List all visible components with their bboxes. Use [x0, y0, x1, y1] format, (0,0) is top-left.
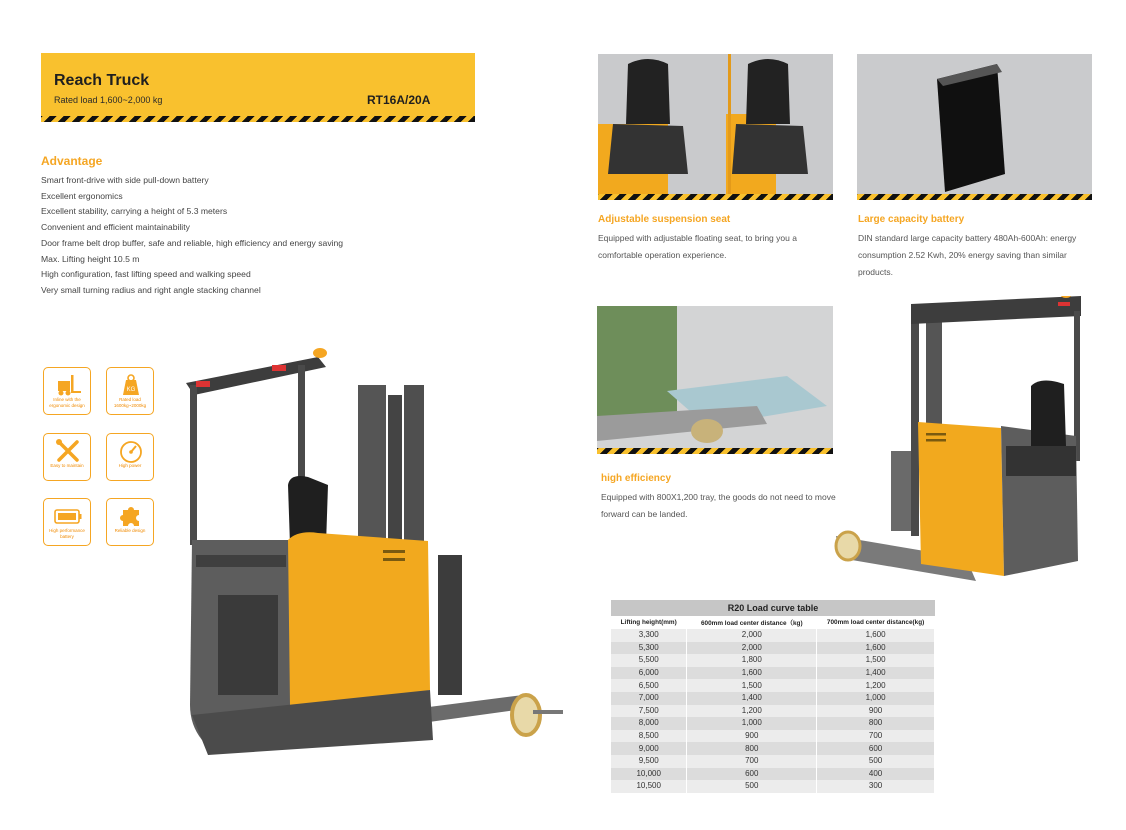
- seat-feature-title: Adjustable suspension seat: [598, 214, 731, 225]
- table-cell: 8,500: [611, 730, 687, 743]
- badge-label: Inline with the ergonomic design: [49, 397, 85, 408]
- table-cell: 1,200: [687, 705, 817, 718]
- table-row: [611, 667, 935, 680]
- list-item: Excellent ergonomics: [41, 190, 123, 201]
- badge-rated-load: [106, 367, 154, 415]
- table-row: [611, 705, 935, 718]
- battery-icon: [54, 504, 82, 528]
- table-row: [611, 654, 935, 667]
- battery-image: [857, 54, 1092, 194]
- advantage-title: Advantage: [41, 154, 103, 168]
- pallet-image: [597, 306, 833, 448]
- badge-battery: [43, 498, 91, 546]
- table-cell: 1,200: [817, 679, 935, 692]
- table-cell: 900: [817, 705, 935, 718]
- table-cell: 2,000: [687, 642, 817, 655]
- badge-reliable: [106, 498, 154, 546]
- table-row: [611, 780, 935, 793]
- badge-power: [106, 433, 154, 481]
- page-title: Reach Truck: [54, 72, 150, 89]
- badge-label: Easy to maintain: [50, 463, 84, 468]
- reach-truck-side-image: [826, 296, 1084, 586]
- battery-feature-title: Large capacity battery: [858, 214, 965, 225]
- efficiency-feature-title: high efficiency: [601, 473, 672, 484]
- table-header-row: [611, 616, 935, 629]
- header-banner: [41, 53, 475, 116]
- table-cell: 9,500: [611, 755, 687, 768]
- hazard-stripe: [857, 194, 1092, 200]
- seat-photo: [598, 54, 833, 194]
- table-cell: 8,000: [611, 717, 687, 730]
- table-cell: 1,400: [817, 667, 935, 680]
- weight-icon: [117, 373, 145, 397]
- column-header: 600mm load center distance（kg): [687, 616, 817, 629]
- table-cell: 7,000: [611, 692, 687, 705]
- table-cell: 6,000: [611, 667, 687, 680]
- table-cell: 600: [687, 768, 817, 781]
- badge-maintain: [43, 433, 91, 481]
- hazard-stripe: [597, 448, 833, 454]
- badge-label: Reliable design: [114, 528, 146, 533]
- table-cell: 1,400: [687, 692, 817, 705]
- table-row: [611, 717, 935, 730]
- table-row: [611, 742, 935, 755]
- battery-photo: [857, 54, 1092, 194]
- table-cell: 1,500: [687, 679, 817, 692]
- table-cell: 600: [817, 742, 935, 755]
- table-body: [611, 629, 935, 793]
- svg-text:KG: KG: [126, 387, 136, 393]
- table-cell: 1,800: [687, 654, 817, 667]
- list-item: Excellent stability, carrying a height of 5.3 meters: [41, 206, 228, 217]
- table-cell: 700: [817, 730, 935, 743]
- table-row: [611, 629, 935, 642]
- hazard-stripe: [41, 116, 475, 122]
- table-cell: 10,000: [611, 768, 687, 781]
- badge-label: High performance battery: [49, 528, 85, 539]
- table-row: [611, 679, 935, 692]
- advantage-list: [41, 173, 421, 299]
- table-row: [611, 768, 935, 781]
- table-row: [611, 692, 935, 705]
- model-number: RT16A/20A: [367, 93, 431, 107]
- table-cell: 1,000: [687, 717, 817, 730]
- list-item: Door frame belt drop buffer, safe and reliable, high efficiency and energy saving: [41, 237, 344, 248]
- table-cell: 2,000: [687, 629, 817, 642]
- table-cell: 800: [687, 742, 817, 755]
- table-cell: 1,600: [687, 667, 817, 680]
- table-cell: 500: [687, 780, 817, 793]
- table-cell: 1,000: [817, 692, 935, 705]
- gauge-icon: [117, 439, 145, 463]
- badge-label: High power: [118, 463, 142, 468]
- table-cell: 300: [817, 780, 935, 793]
- table-cell: 6,500: [611, 679, 687, 692]
- page-subtitle: Rated load 1,600~2,000 kg: [54, 95, 163, 105]
- table-cell: 1,500: [817, 654, 935, 667]
- table-cell: 9,000: [611, 742, 687, 755]
- list-item: Smart front-drive with side pull-down battery: [41, 175, 209, 185]
- badge-ergonomic: [43, 367, 91, 415]
- table-cell: 700: [687, 755, 817, 768]
- seat-image: [598, 54, 833, 194]
- efficiency-feature-text: Equipped with 800X1,200 tray, the goods do not need to move forward can be landed.: [601, 492, 836, 519]
- column-header: Lifting height(mm): [611, 616, 687, 629]
- table-cell: 400: [817, 768, 935, 781]
- column-header: 700mm load center distance(kg): [817, 616, 935, 629]
- table-title: R20 Load curve table: [611, 600, 935, 616]
- seat-feature-text: Equipped with adjustable floating seat, to bring you a comfortable operation experience.: [598, 233, 797, 260]
- table-row: [611, 642, 935, 655]
- table-row: [611, 730, 935, 743]
- pallet-photo: [597, 306, 833, 448]
- forklift-icon: [54, 373, 82, 397]
- table-cell: 5,500: [611, 654, 687, 667]
- table-cell: 3,300: [611, 629, 687, 642]
- table-cell: 800: [817, 717, 935, 730]
- table-cell: 1,600: [817, 629, 935, 642]
- table-cell: 1,600: [817, 642, 935, 655]
- list-item: High configuration, fast lifting speed and walking speed: [41, 269, 251, 280]
- reach-truck-image: [178, 345, 568, 770]
- table-cell: 500: [817, 755, 935, 768]
- tools-icon: [54, 439, 82, 463]
- list-item: Convenient and efficient maintainability: [41, 222, 190, 233]
- puzzle-icon: [117, 504, 145, 528]
- table-cell: 7,500: [611, 705, 687, 718]
- hazard-stripe: [598, 194, 833, 200]
- table-cell: 900: [687, 730, 817, 743]
- load-curve-table: [611, 600, 935, 793]
- list-item: Max. Lifting height 10.5 m: [41, 253, 140, 264]
- table-cell: 5,300: [611, 642, 687, 655]
- table-row: [611, 755, 935, 768]
- battery-feature-text: DIN standard large capacity battery 480Ah-600Ah: energy consumption 2.52 Kwh, 20% energy saving than similar products.: [858, 233, 1077, 277]
- list-item: Very small turning radius and right angle stacking channel: [41, 284, 261, 295]
- badge-label: Rated load 1600kg~2000kg: [113, 397, 147, 408]
- table-cell: 10,500: [611, 780, 687, 793]
